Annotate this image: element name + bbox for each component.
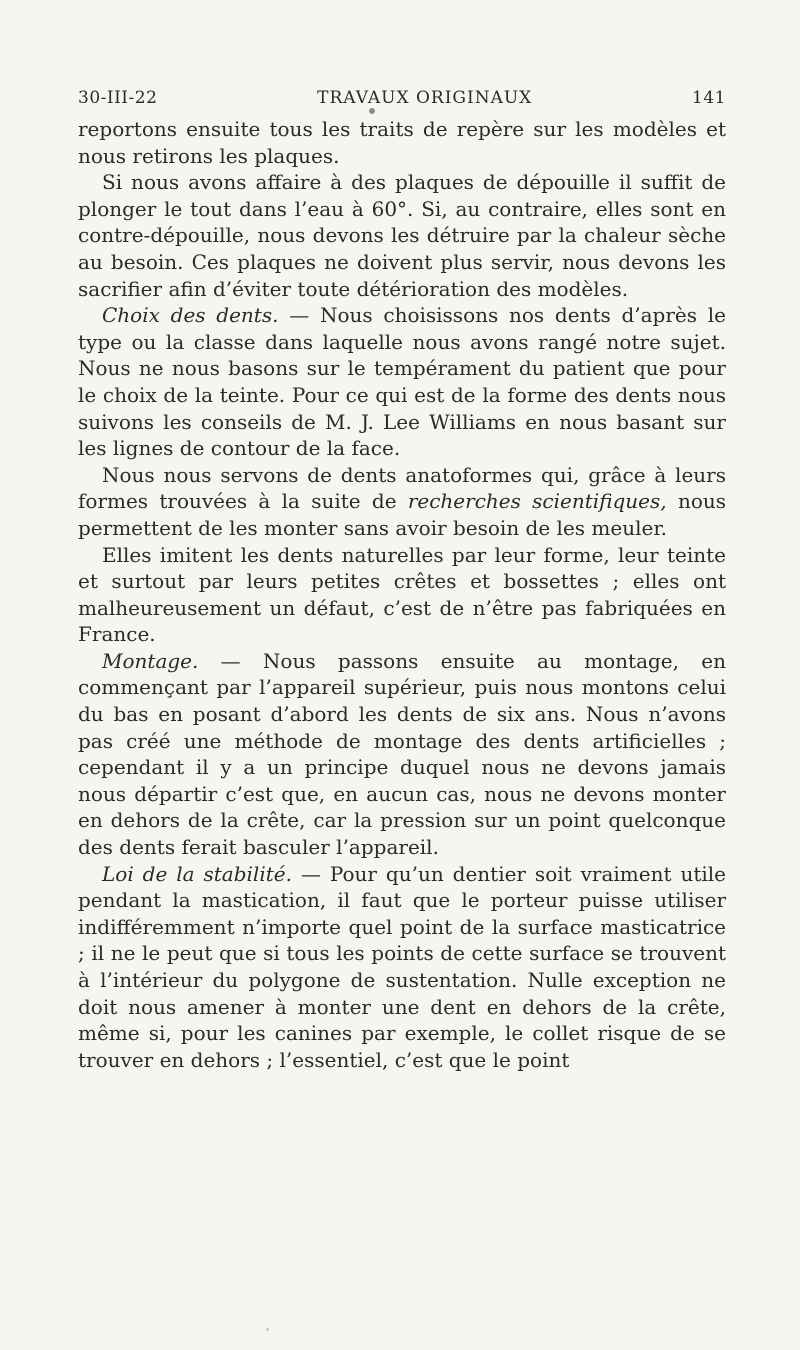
paper-speck — [266, 1328, 269, 1331]
body-text — [78, 116, 726, 1073]
paragraph-text: — Nous choisissons nos dents d’après le type ou la classe dans laquelle nous avons rangé notre sujet. Nous ne nous basons sur le tempérament du patient que pour le choix de la teinte. Pour ce qui est de la forme des dents nous suivons les conseils de M. J. Lee Williams en nous basant sur les lignes de contour de la face. — [78, 303, 726, 461]
section-heading-loi-de-la-stabilite: Loi de la stabilité. — [102, 861, 292, 886]
paragraph-text: Si nous avons affaire à des plaques de dépouille il suffit de plonger le tout dans l’eau à 60°. Si, au contraire, elles sont en contre-dépouille, nous devons les détruire par la chaleur sèche au besoin. Ces plaques ne doivent plus servir, nous devons les sacrifier afin d’éviter toute détérioration des modèles. — [78, 170, 726, 301]
paragraph-text: Nous nous servons de dents anatoformes qui, grâce à leurs formes trouvées à la suite de — [78, 462, 726, 514]
paragraph-text: — Pour qu’un dentier soit vraiment utile pendant la mastication, il faut que le porteur puisse utiliser indifféremment n’importe quel point de la surface masticatrice ; il ne le peut que si tous les points de cette surface se trouvent à l’intérieur du polygone de sustentation. Nulle exception ne doit nous amener à monter une dent en dehors de la crête, même si, pour les canines par exemple, le collet risque de se trouver en dehors ; l’essentiel, c’est que le point — [78, 861, 726, 1072]
paragraph-text: Elles imitent les dents naturelles par leur forme, leur teinte et surtout par leurs petites crêtes et bossettes ; elles ont malheureusement un défaut, c’est de n’être pas fabriquées en France. — [78, 542, 726, 647]
paragraph — [78, 542, 726, 648]
paragraph — [78, 648, 726, 861]
section-heading-montage: Montage. — [102, 648, 199, 673]
paragraph — [78, 169, 726, 302]
paragraph — [78, 462, 726, 542]
section-heading-choix-des-dents: Choix des dents. — [102, 303, 279, 328]
header-section-title: TRAVAUX ORIGINAUX — [317, 88, 533, 108]
page-number: 141 — [692, 88, 726, 108]
ink-mark — [369, 108, 375, 114]
paragraph-text: reportons ensuite tous les traits de repère sur les modèles et nous retirons les plaques. — [78, 117, 726, 168]
paragraph-text: nous permettent de les monter sans avoir besoin de les meuler. — [78, 489, 727, 540]
paragraph — [78, 861, 726, 1074]
paragraph — [78, 116, 726, 169]
emphasis-text: recherches scientifiques, — [407, 489, 667, 514]
header-issue: 30-III-22 — [78, 88, 158, 108]
running-header — [78, 88, 726, 114]
paragraph-text: — Nous passons ensuite au montage, en commençant par l’appareil supérieur, puis nous montons celui du bas en posant d’abord les dents de six ans. Nous n’avons pas créé une méthode de montage des dents artificielles ; cependant il y a un principe duquel nous ne devons jamais nous départir c’est que, en aucun cas, nous ne devons monter en dehors de la crête, car la pression sur un point quelconque des dents ferait basculer l’appareil. — [78, 648, 726, 860]
page-content — [78, 88, 726, 1073]
paragraph — [78, 302, 726, 462]
